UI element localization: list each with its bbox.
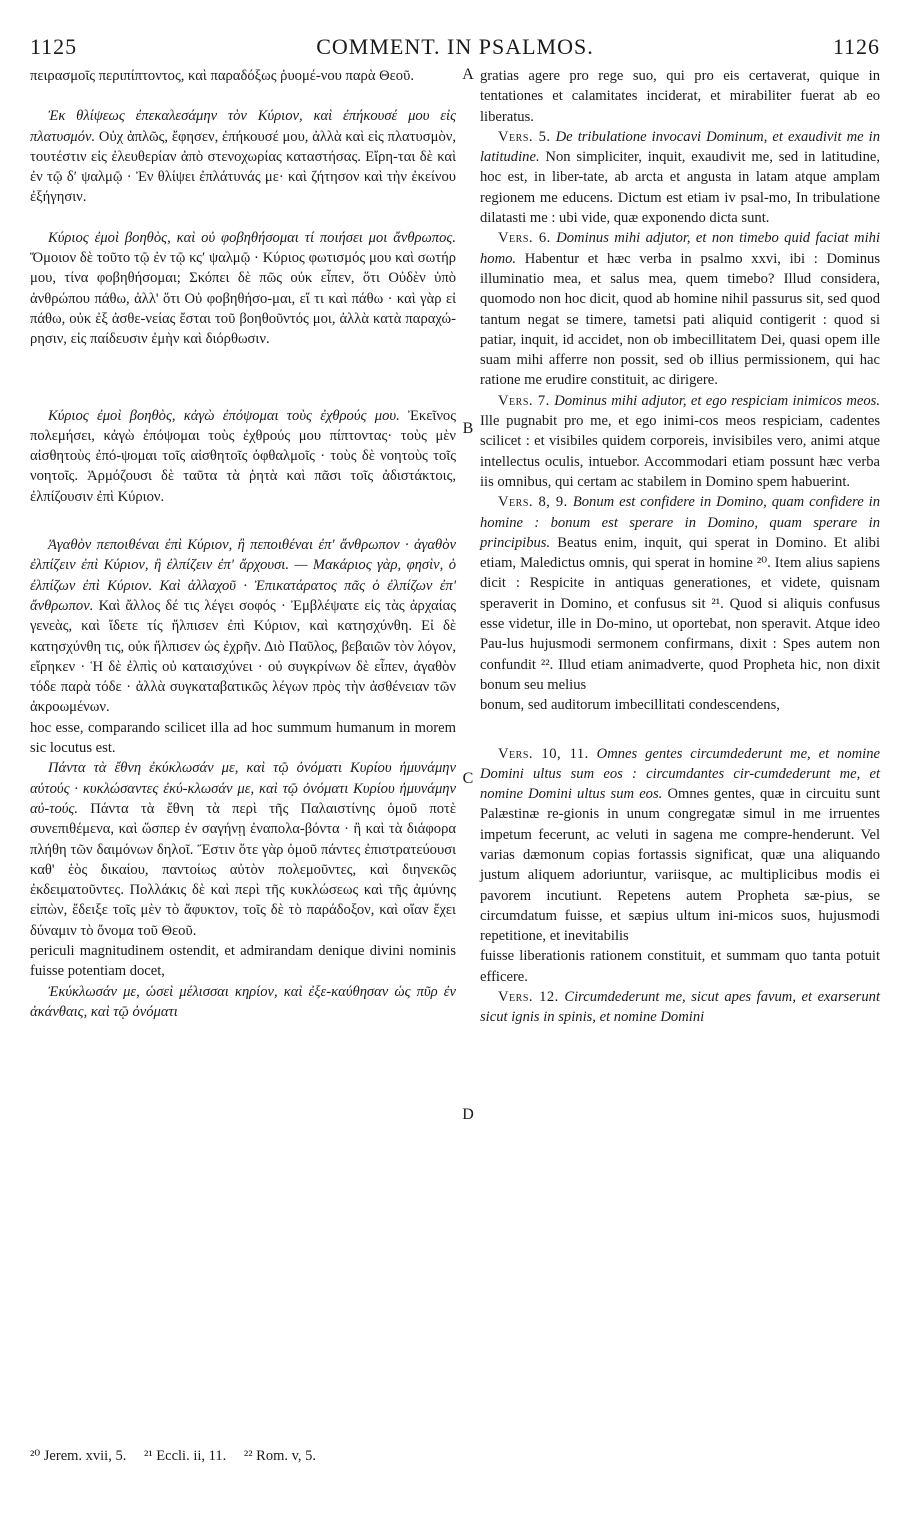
footnote: ²² Rom. v, 5. (243, 1448, 317, 1464)
page-number-right: 1126 (832, 34, 880, 59)
greek-paragraph: Πάντα τὰ ἔθνη ἐκύκλωσάν με, καὶ τῷ ὀνόματι Κυρίου ἠμυνάμην αὐτούς · κυκλώσαντες ἐκύ-κλωσάν με, καὶ τῷ ὀνόματι Κυρίου ἠμυνάμην αὐ-τούς. Πάντα τὰ ἔθνη τὰ περὶ τῆς Παλαιστίνης ὁμοῦ ποτὲ συνεπιθέμενα, καὶ ὥσπερ ἐν σαγήνῃ ἐναπολα-βόντα · ἢ καὶ τὰ διάφορα πλήθη τῶν δαιμόνων δηλοῖ. Ἔστιν ὅτε γὰρ ὁμοῦ πάντες ἐπιστρατεύουσι καθ' ἑὸς δικαίου, παντοίως αὐτὸν πολεμοῦντες, καὶ διηνεκῶς ἐκδειματοῦντες. Πολλάκις δὲ καὶ περὶ τῆς κυκλώσεως καὶ τῆς ἀμύνης εἰπὼν, ἔδειξε τοῖς μὲν τὸ ἄφυκτον, τοῖς δὲ τὸ παράδοξον, καὶ οἵαν ἔχει δύναμιν τὸ ὄνομα τοῦ Θεοῦ. (30, 760, 456, 939)
page-header (30, 34, 880, 64)
latin-paragraph: Vers. 5. De tribulatione invocavi Dominum, et exaudivit me in latitudine. Non simpliciter, inquit, exaudivit me, sed in latitudine, hoc est, in liber-tate, ab arcta et angusta in latam atque amplam regionem me educens. Dictum est etiam iv psal-mo, In tribulatione dilatasti me : ubi vide, quæ exponendo dicta sunt. (480, 128, 881, 227)
greek-paragraph: πειρασμοῖς περιπίπτοντος, καὶ παραδόξως ῥυομέ-νου παρὰ Θεοῦ. (30, 68, 414, 84)
greek-paragraph: Ἐκ θλίψεως ἐπεκαλεσάμην τὸν Κύριον, καὶ ἐπήκουσέ μου εἰς πλατυσμόν. Οὐχ ἁπλῶς, ἔφησεν, ἐπήκουσέ μου, ἀλλὰ καὶ εἰς πλατυσμὸν, τουτέστιν εἰς ἐλευθερίαν ἀπὸ στενοχωρίας καταστήσας. Εἴρη-ται δὲ καὶ ἐν τῷ δʹ ψαλμῷ · Ἐν θλίψει ἐπλάτυνάς με· καὶ ζήτησον καὶ τὴν ἐκείνου ἐξήγησιν. (30, 108, 456, 206)
greek-column (30, 66, 456, 1022)
margin-letter: C (462, 770, 474, 787)
greek-paragraph: Κύριος ἐμοὶ βοηθὸς, καὶ οὐ φοβηθήσομαι τί ποιήσει μοι ἄνθρωπος. Ὅμοιον δὲ τοῦτο τῷ ἐν τῷ κςʹ ψαλμῷ · Κύριος φωτισμός μου καὶ σωτήρ μου, τίνα φοβηθήσομαι; Σκόπει δὲ πῶς οὐκ εἶπεν, ὅτι Οὐδὲν ὑπὸ ἀνθρώπου πάθω, ἀλλ' ὅτι Οὐ φοβηθήσο-μαι, εἴ τι καὶ πάθω · καὶ γὰρ εἰ πάθω, οὐκ ἐξ ἀσθε-νείας ἔσται τοῦ βοηθοῦντός μοι, ἀλλὰ κατὰ παραχώ-ρησιν, εἰς παίδευσιν ἐμὴν καὶ διόρθωσιν. (30, 229, 456, 348)
latin-paragraph: Vers. 10, 11. Omnes gentes circumdederunt me, et nomine Domini ultus sum eos : circumdantes cir-cumdederunt me, et nomine Domini ultus sum eos. Omnes gentes, quæ in circuitu sunt Palæstinæ re-gionis in unum congregatæ simul in me irruentes impetum fecerunt, ac veluti in sagena me compre-henderunt. Vel varias dæmonum copias fortassis significat, quæ una aliquando justum aliquem adoriuntur, variisque, ac multiplicibus modis ei pavorem incutiunt. Repetens autem Propheta sæ-pius, se circumdatum fuisse, et sæpius ultum ini-micos suos, hujusmodi repetitione, et inevitabilis (480, 745, 881, 945)
latin-column (480, 66, 880, 1028)
footnote: ²¹ Eccli. ii, 11. (143, 1448, 227, 1464)
latin-paragraph: gratias agere pro rege suo, qui pro eis certaverat, quique in tentationes et calamitates inciderat, et mirabiliter fuerat ab eo liberatus. (480, 68, 880, 125)
greek-paragraph: Ἀγαθὸν πεποιθέναι ἐπὶ Κύριον, ἢ πεποιθέναι ἐπ' ἄνθρωπον · ἀγαθὸν ἐλπίζειν ἐπὶ Κύριον, ἢ ἐλπίζειν ἐπ' ἄρχουσι. — Μακάριος γὰρ, φησὶν, ὁ ἐλπίζων ἐπὶ Κύριον. Καὶ ἀλλαχοῦ · Ἐπικατάρατος πᾶς ὁ ἐλπίζων ἐπ' ἄνθρωπον. Καὶ ἄλλος δέ τις λέγει σοφός · Ἐμβλέψατε εἰς τὰς ἀρχαίας γενεὰς, καὶ ἴδετε τίς ἤλπισεν ἐπὶ Κύριον, καὶ κατησχύνθη. Εἰ δὲ κατησχύνθη τις, οὐκ ἤλπισεν ὡς ἐχρῆν. Διὸ Παῦλος, βεβαιῶν τὸν λόγον, εἴρηκεν · Ἡ δὲ ἐλπὶς οὐ καταισχύνει · οὐ συγκρίνων δὲ εἶπεν, ἀγαθὸν τόδε παρὰ τόδε · ἀλλὰ συγκαταβατικῶς λέγων πρὸς τὴν ἀσθένειαν τῶν ἀκροωμένων. (30, 537, 456, 716)
running-title: COMMENT. IN PSALMOS. (316, 34, 594, 59)
margin-letter: A (462, 66, 474, 83)
footnote: ²⁰ Jerem. xvii, 5. (30, 1448, 127, 1464)
latin-paragraph: bonum, sed auditorum imbecillitati condescendens, (480, 697, 780, 714)
page-number-left: 1125 (30, 34, 78, 59)
footnotes (30, 1448, 880, 1465)
margin-letter: D (462, 1106, 474, 1123)
latin-continuation: hoc esse, comparando scilicet illa ad hoc summum humanum in morem sic locutus est. (30, 719, 456, 757)
latin-paragraph: fuisse liberationis rationem constituit, et summam quo tanta potuit efficere. (480, 948, 880, 985)
latin-paragraph: Vers. 7. Dominus mihi adjutor, et ego respiciam inimicos meos. Ille pugnabit pro me, et ego inimi-cos meos respiciam, cadentes scilicet : et visibiles quidem corporeis, invisibiles vero, animi atque intellectus oculis, intuebor. Accommodari etiam possunt hæc verba iis omnibus, qui certam ac stabilem in Domino spem habuerint. (480, 392, 881, 490)
margin-letter: B (462, 420, 474, 437)
latin-paragraph: Vers. 12. Circumdederunt me, sicut apes favum, et exarserunt sicut ignis in spinis, et nomine Domini (480, 989, 880, 1026)
greek-paragraph: Κύριος ἐμοὶ βοηθὸς, κἀγὼ ἐπόψομαι τοὺς ἐχθρούς μου. Ἐκεῖνος πολεμήσει, κἀγὼ ἐπόψομαι τοὺς ἐχθρούς μου πίπτοντας· τοὺς μὲν αἰσθητοὺς ἐπό-ψομαι τοῖς αἰσθητοῖς ὀφθαλμοῖς · τοὺς δὲ νοητοὺς τοῖς νοητοῖς. Ἁρμόζουσι δὲ ταῦτα τὰ ῥητὰ καὶ πᾶσι τοῖς ἀδιστάκτοις, ἐλπίζουσιν ἐπὶ Κύριον. (30, 407, 456, 505)
greek-paragraph: Ἐκύκλωσάν με, ὡσεὶ μέλισσαι κηρίον, καὶ ἐξε-καύθησαν ὡς πῦρ ἐν ἀκάνθαις, καὶ τῷ ὀνόματι (30, 983, 456, 1020)
latin-paragraph: Vers. 8, 9. Bonum est confidere in Domino, quam confidere in homine : bonum est sperare in Domino, quam sperare in principibus. Beatus enim, inquit, qui sperat in Domino. Et alibi etiam, Maledictus omnis, qui sperat in homine ²⁰. Item alius sapiens dicit : Respicite in antiquas generationes, et videte, quisnam speraverit in Domino, et confusus sit ²¹. Quod si aliquis confusus esse videtur, ille in Do-mino, ut oportebat, non speravit. Atque ideo Pau-lus hujusmodi sermonem confirmans, dixit : Spes autem non confundit ²². Illud etiam animadverte, quod Propheta hic, non dixit bonum seu melius (480, 494, 881, 693)
latin-continuation: periculi magnitudinem ostendit, et admirandam denique divini nominis fuisse potentiam docet, (30, 942, 456, 980)
latin-paragraph: Vers. 6. Dominus mihi adjutor, et non timebo quid faciat mihi homo. Habentur et hæc verba in psalmo xxvi, ibi : Dominus illuminatio mea, et salus mea, quem timebo? Illud considera, quomodo non hoc dicit, quod ab homine nihil passurus sit, sed quod tantum negat se timere, tametsi pati aliquid contigerit : quod si patiar, inquit, id accidet, non ob imbecillitatem Dei, quasi opem ille suam mihi afferre non possit, sed ob illius permissionem, qui hac ratione me erudire constituit, ac dirigere. (480, 230, 880, 389)
